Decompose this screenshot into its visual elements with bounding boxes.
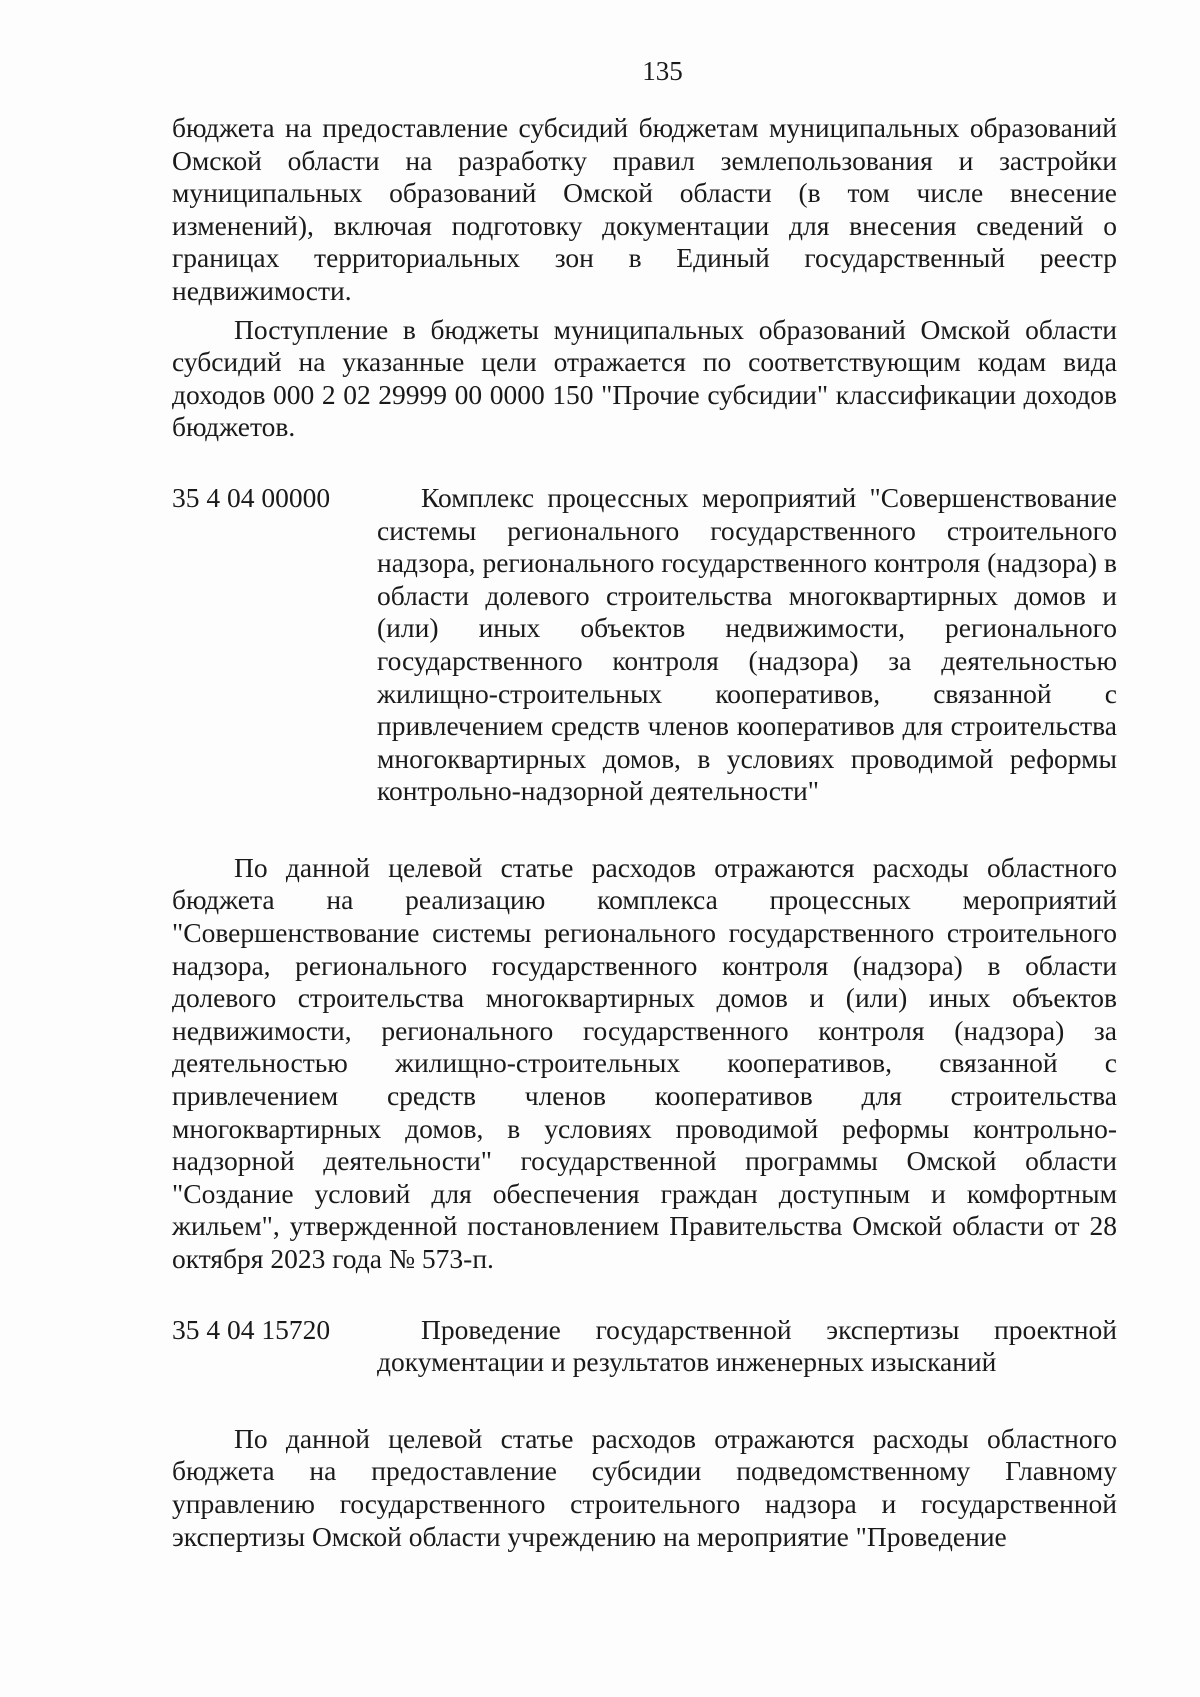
expense-entry-35-4-04-15720 bbox=[172, 1314, 1117, 1379]
entry-title-text: Комплекс процессных мероприятий "Совершенствование системы регионального государственного строительного надзора, регионального государственного контроля (надзора) в области долевого строительства многоквартирных домов и (или) иных объектов недвижимости, регионального государственного контроля (надзора) за деятельностью жилищно-строительных кооперативов, связанной с привлечением средств членов кооперативов для строительства многоквартирных домов, в условиях проводимой реформы контрольно-надзорной деятельности" bbox=[377, 481, 1117, 807]
entry-title bbox=[377, 1314, 1117, 1379]
paragraph-revenue-note: Поступление в бюджеты муниципальных образований Омской области субсидий на указанные цели отражается по соответствующим кодам вида доходов 000 2 02 29999 00 0000 150 "Прочие субсидии" классификации доходов бюджетов. bbox=[172, 313, 1117, 443]
document-body bbox=[172, 112, 1117, 1553]
entry-title-text: Проведение государственной экспертизы проектной документации и результатов инженерных изысканий bbox=[377, 1313, 1117, 1378]
paragraph-subsidy-description: По данной целевой статье расходов отражаются расходы областного бюджета на предоставление субсидии подведомственному Главному управлению государственного строительного надзора и государственной экспертизы Омской области учреждению на мероприятие "Проведение bbox=[172, 1422, 1117, 1552]
paragraph-continuation: бюджета на предоставление субсидий бюджетам муниципальных образований Омской области на разработку правил землепользования и застройки муниципальных образований Омской области (в том числе внесение изменений), включая подготовку документации для внесения сведений о границах территориальных зон в Единый государственный реестр недвижимости. bbox=[172, 112, 1117, 306]
entry-code: 35 4 04 00000 bbox=[172, 481, 331, 513]
entry-title bbox=[377, 482, 1117, 808]
expense-entry-35-4-04-00000 bbox=[172, 482, 1117, 808]
paragraph-expense-description: По данной целевой статье расходов отражаются расходы областного бюджета на реализацию комплекса процессных мероприятий "Совершенствование системы регионального государственного строительного надзора, регионального государственного контроля (надзора) в области долевого строительства многоквартирных домов и (или) иных объектов недвижимости, регионального государственного контроля (надзора) за деятельностью жилищно-строительных кооперативов, связанной с привлечением средств членов кооперативов для строительства многоквартирных домов, в условиях проводимой реформы контрольно-надзорной деятельности" государственной программы Омской области "Создание условий для обеспечения граждан доступным и комфортным жильем", утвержденной постановлением Правительства Омской области от 28 октября 2023 года № 573-п. bbox=[172, 851, 1117, 1274]
entry-code: 35 4 04 15720 bbox=[172, 1313, 331, 1345]
page-number: 135 bbox=[642, 56, 683, 86]
